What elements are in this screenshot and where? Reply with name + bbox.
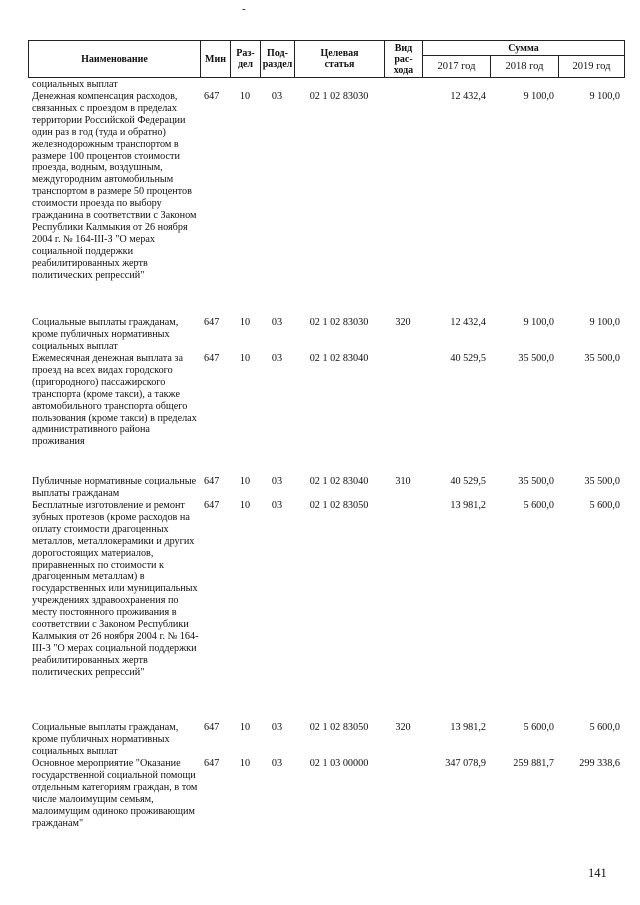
- row-sum-2019: 35 500,0: [584, 353, 620, 364]
- table-row: [28, 722, 624, 758]
- row-min: 647: [204, 500, 220, 511]
- row-vid: 310: [395, 476, 411, 487]
- table-row: [28, 91, 624, 317]
- row-sum-2019: 9 100,0: [589, 91, 620, 102]
- row-sum-2019: 9 100,0: [589, 317, 620, 328]
- row-vid: [384, 353, 422, 476]
- row-sum-2018: 35 500,0: [518, 476, 554, 487]
- table-row: [28, 500, 624, 722]
- row-sum-2019: 299 338,6: [579, 758, 620, 769]
- top-mark: -: [242, 3, 246, 15]
- row-name: Социальные выплаты гражданам, кроме публичных нормативных социальных выплат: [32, 722, 179, 757]
- table-body: [28, 79, 624, 848]
- row-name: социальных выплат: [32, 79, 118, 90]
- row-razdel: 10: [239, 758, 251, 769]
- row-sum-2017: 13 981,2: [450, 722, 486, 733]
- row-podrazdel: 03: [271, 500, 283, 511]
- row-sum-2017: 13 981,2: [450, 500, 486, 511]
- row-razdel: 10: [239, 91, 251, 102]
- header-name: Наименование: [29, 41, 201, 78]
- header-summa: Сумма: [423, 41, 625, 56]
- row-name: Бесплатные изготовление и ремонт зубных протезов (кроме расходов на оплату стоимости драгоценных металлов, металлокерамики и других дорогостоящих материалов, приравненных по стоимости к драгоценным металлам) в государственных или муниципальных учреждениях здравоохранения по месту постоянного проживания в соответствии с Законом Республики Калмыкия от 26 ноября 2004 г. № 164-III-З "О мерах социальной поддержки реабилитированных жертв политических репрессий": [32, 500, 199, 678]
- row-sum-2017: 40 529,5: [450, 353, 486, 364]
- row-razdel: 10: [239, 722, 251, 733]
- row-tsel: 02 1 02 83050: [309, 722, 369, 733]
- row-min: 647: [204, 91, 220, 102]
- row-tsel: 02 1 02 83050: [309, 500, 369, 511]
- row-tsel: 02 1 03 00000: [309, 758, 369, 769]
- row-razdel: 10: [239, 476, 251, 487]
- row-name: Социальные выплаты гражданам, кроме публичных нормативных социальных выплат: [32, 317, 179, 352]
- page-number: 141: [588, 866, 607, 880]
- row-vid: [384, 758, 422, 848]
- header-year-2019: 2019 год: [559, 56, 625, 78]
- row-razdel: 10: [239, 317, 251, 328]
- row-podrazdel: 03: [271, 353, 283, 364]
- row-razdel: 10: [239, 353, 251, 364]
- header-tsel: Целевая статья: [295, 41, 385, 78]
- row-sum-2018: 9 100,0: [523, 317, 554, 328]
- header-min: Мин: [201, 41, 231, 78]
- row-min: 647: [204, 353, 220, 364]
- table-row: [28, 353, 624, 476]
- table-row: [28, 476, 624, 500]
- row-vid: 320: [395, 722, 411, 733]
- header-razdel: Раз- дел: [231, 41, 261, 78]
- row-sum-2018: 35 500,0: [518, 353, 554, 364]
- row-podrazdel: 03: [271, 476, 283, 487]
- row-vid: [384, 91, 422, 317]
- row-sum-2017: 12 432,4: [450, 317, 486, 328]
- row-min: 647: [204, 476, 220, 487]
- row-name: Основное мероприятие "Оказание государственной социальной помощи отдельным категориям граждан, в том числе малоимущим семьям, малоимущим одиноко проживающим гражданам": [32, 758, 198, 829]
- row-sum-2019: 5 600,0: [589, 722, 620, 733]
- row-podrazdel: 03: [271, 91, 283, 102]
- table-row: [28, 317, 624, 353]
- row-podrazdel: 03: [271, 317, 283, 328]
- row-vid: [384, 500, 422, 722]
- row-sum-2018: 259 881,7: [513, 758, 554, 769]
- row-sum-2018: 5 600,0: [523, 722, 554, 733]
- row-min: 647: [204, 758, 220, 769]
- header-podrazdel: Под- раздел: [261, 41, 295, 78]
- table-row: [28, 79, 624, 91]
- row-sum-2018: 5 600,0: [523, 500, 554, 511]
- row-sum-2017: 12 432,4: [450, 91, 486, 102]
- row-tsel: 02 1 02 83030: [309, 91, 369, 102]
- row-tsel: 02 1 02 83030: [309, 317, 369, 328]
- row-tsel: 02 1 02 83040: [309, 353, 369, 364]
- row-sum-2017: 347 078,9: [445, 758, 486, 769]
- row-min: 647: [204, 722, 220, 733]
- row-min: 647: [204, 317, 220, 328]
- row-sum-2019: 5 600,0: [589, 500, 620, 511]
- row-name: Публичные нормативные социальные выплаты гражданам: [32, 476, 197, 499]
- header-year-2017: 2017 год: [423, 56, 491, 78]
- row-podrazdel: 03: [271, 758, 283, 769]
- row-name: Ежемесячная денежная выплата за проезд на всех видах городского (пригородного) пассажирского транспорта (кроме такси), а также автомобильного транспорта общего пользования (кроме такси) в пределах административного района проживания: [32, 353, 197, 448]
- table-header: [28, 40, 625, 78]
- row-sum-2017: 40 529,5: [450, 476, 486, 487]
- table-row: [28, 758, 624, 848]
- row-sum-2019: 35 500,0: [584, 476, 620, 487]
- row-podrazdel: 03: [271, 722, 283, 733]
- row-name: Денежная компенсация расходов, связанных с проездом в пределах территории Российской Федерации один раз в год (туда и обратно) железнодорожным транспортом в размере 100 процентов стоимости проезда, водным, воздушным, междугородним автомобильным транспортом в размере 50 процентов стоимости проезда по выбору гражданина в соответствии с Законом Республики Калмыкия от 26 ноября 2004 г. № 164-III-З "О мерах социальной поддержки реабилитированных жертв политических репрессий": [32, 91, 197, 281]
- row-sum-2018: 9 100,0: [523, 91, 554, 102]
- row-tsel: 02 1 02 83040: [309, 476, 369, 487]
- row-razdel: 10: [239, 500, 251, 511]
- header-year-2018: 2018 год: [491, 56, 559, 78]
- header-vid: Вид рас- хода: [385, 41, 423, 78]
- row-vid: 320: [395, 317, 411, 328]
